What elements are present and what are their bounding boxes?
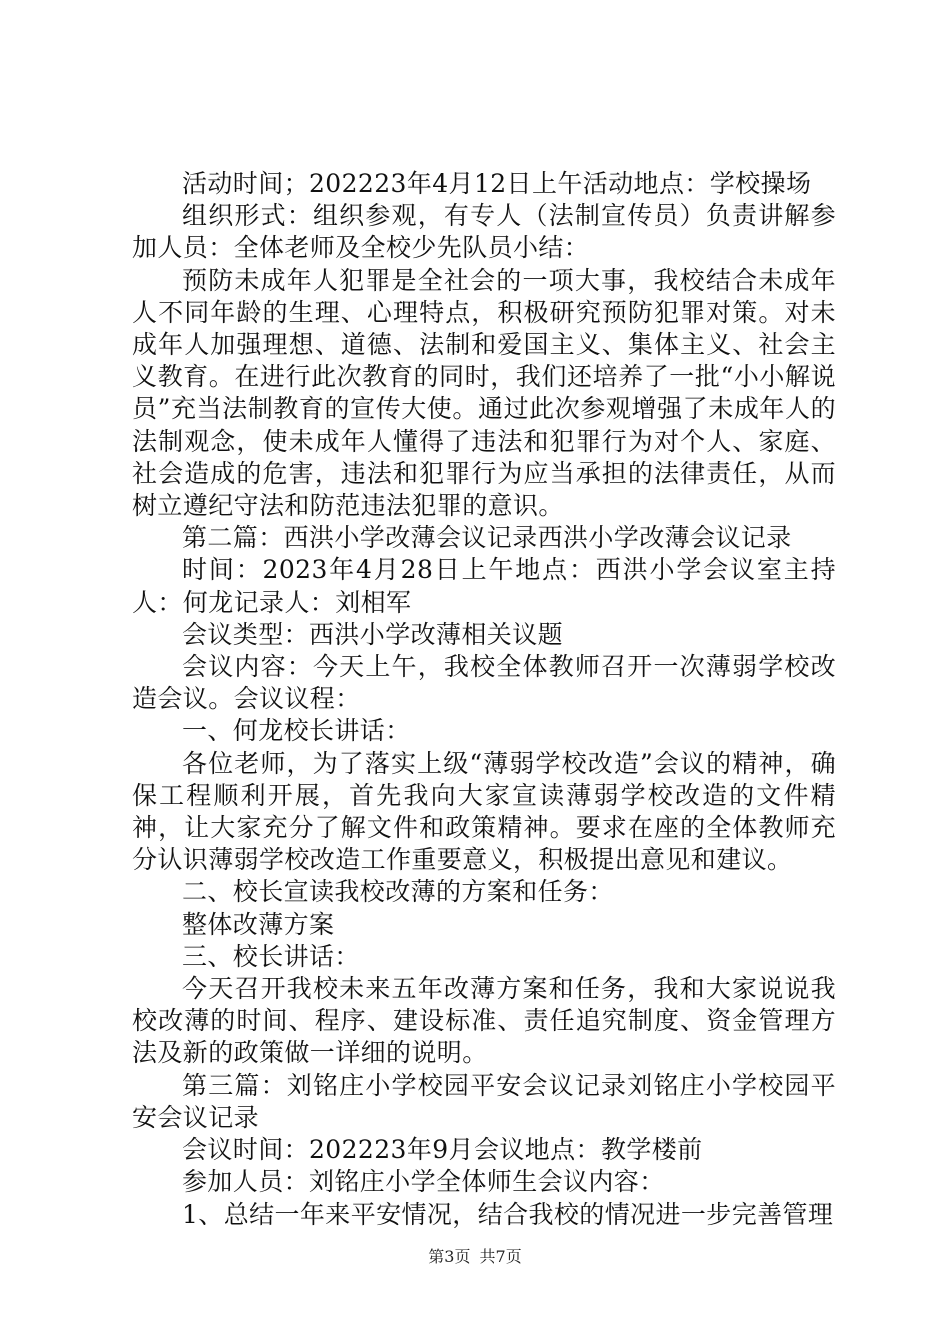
paragraph-principal-speech: 各位老师，为了落实上级“薄弱学校改造”会议的精神，确保工程顺利开展，首先我向大家宣读薄弱学校改造的文件精神，让大家充分了解文件和政策精神。要求在座的全体教师充分认识薄弱学校改造工作重要意义，积极提出意见和建议。 <box>132 748 836 875</box>
page-footer <box>0 1244 950 1267</box>
agenda-item-1: 一、何龙校长讲话： <box>182 716 411 746</box>
paragraph-activity-time: 活动时间；202223年4月12日上午活动地点：学校操场 <box>182 169 812 198</box>
paragraph-meeting-content: 会议内容：今天上午，我校全体教师召开一次薄弱学校改造会议。会议议程： <box>132 652 836 714</box>
page-total: 共7页 <box>479 1247 522 1266</box>
paragraph-overall-plan: 整体改薄方案 <box>182 909 335 939</box>
paragraph-participants: 参加人员：刘铭庄小学全体师生会议内容： <box>182 1167 665 1197</box>
paragraph-meeting-type: 会议类型：西洪小学改薄相关议题 <box>182 619 564 649</box>
section-heading-part-3: 第三篇：刘铭庄小学校园平安会议记录刘铭庄小学校园平安会议记录 <box>132 1070 836 1132</box>
agenda-item-2: 二、校长宣读我校改薄的方案和任务： <box>182 877 614 907</box>
page-number: 第3页 <box>428 1247 471 1266</box>
agenda-item-3: 三、校长讲话： <box>182 941 360 971</box>
paragraph-safety-meeting-time: 会议时间：202223年9月会议地点：教学楼前 <box>182 1135 703 1165</box>
document-body <box>132 168 836 1231</box>
paragraph-organization-form: 组织形式：组织参观，有专人（法制宣传员）负责讲解参加人员：全体老师及全校少先队员小结： <box>132 201 836 263</box>
paragraph-five-year-plan: 今天召开我校未来五年改薄方案和任务，我和大家说说我校改薄的时间、程序、建设标准、责任追究制度、资金管理方法及新的政策做一详细的说明。 <box>132 974 836 1068</box>
paragraph-meeting-time: 时间：2023年4月28日上午地点：西洪小学会议室主持人：何龙记录人：刘相军 <box>132 555 836 617</box>
paragraph-summary-item-1: 1、总结一年来平安情况，结合我校的情况进一步完善管理 <box>182 1199 834 1229</box>
paragraph-summary: 预防未成年人犯罪是全社会的一项大事，我校结合未成年人不同年龄的生理、心理特点，积极研究预防犯罪对策。对未成年人加强理想、道德、法制和爱国主义、集体主义、社会主义教育。在进行此次教育的同时，我们还培养了一批“小小解说员”充当法制教育的宣传大使。通过此次参观增强了未成年人的法制观念，使未成年人懂得了违法和犯罪行为对个人、家庭、社会造成的危害，违法和犯罪行为应当承担的法律责任，从而树立遵纪守法和防范违法犯罪的意识。 <box>132 265 836 521</box>
section-heading-part-2: 第二篇：西洪小学改薄会议记录西洪小学改薄会议记录 <box>182 523 792 553</box>
